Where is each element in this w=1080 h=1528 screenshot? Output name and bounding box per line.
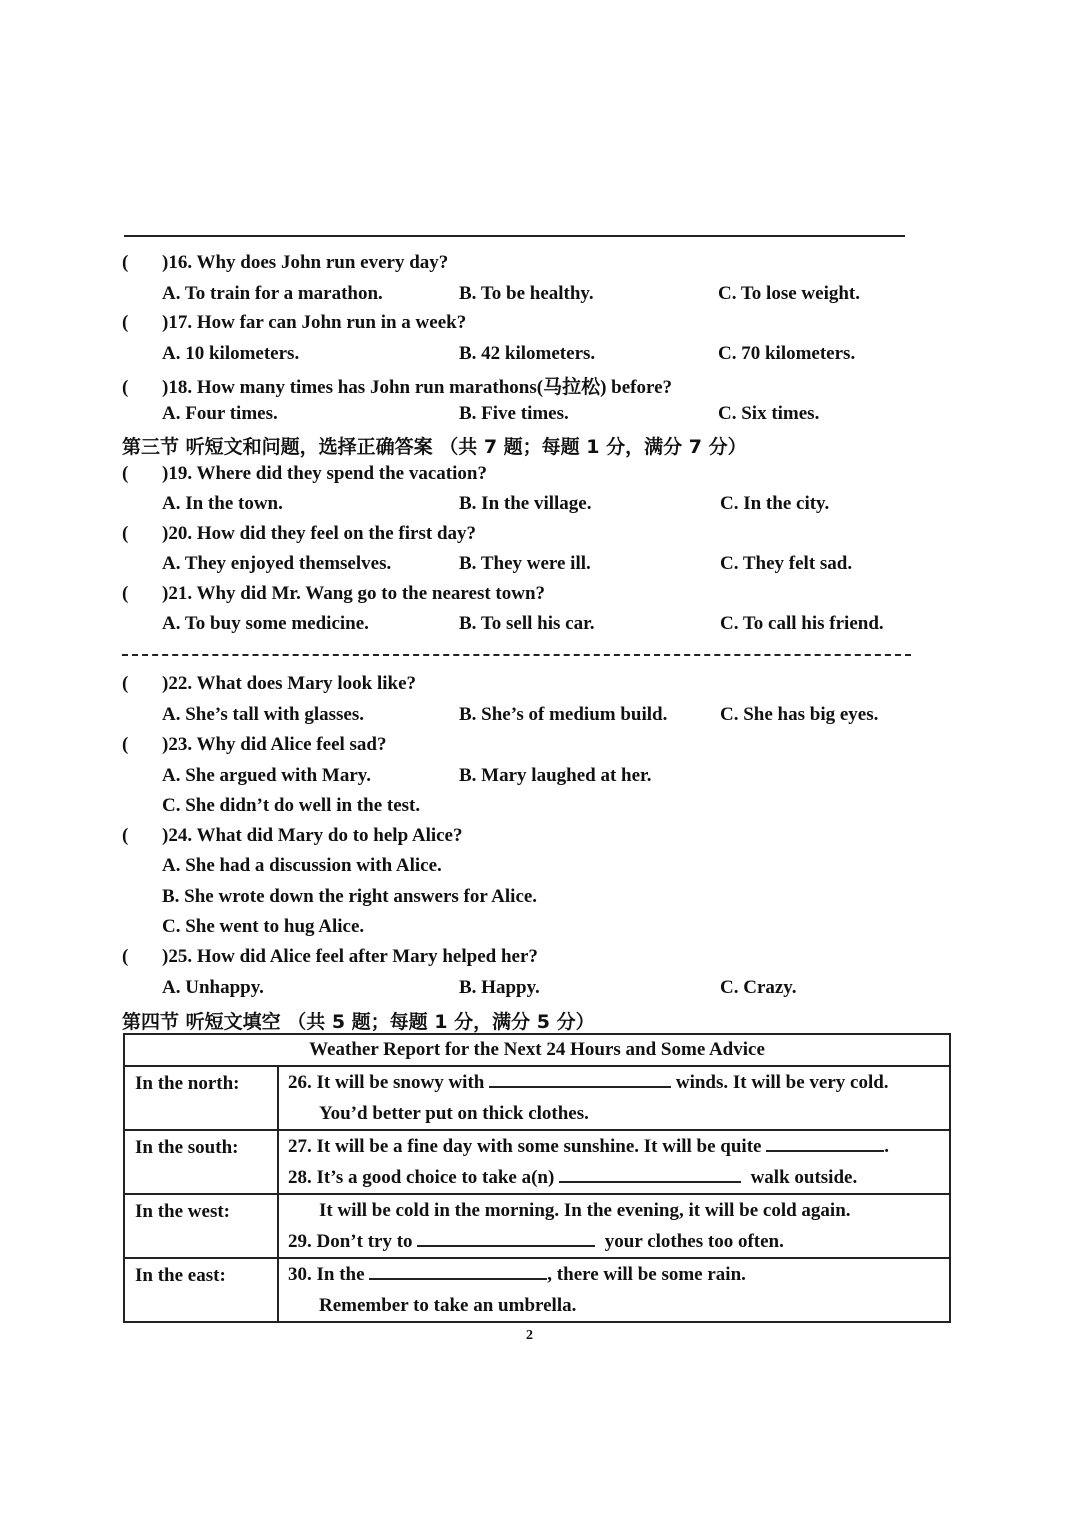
question-22: ( )22. What does Mary look like?	[122, 673, 417, 694]
table-row	[124, 1066, 950, 1130]
table-row	[124, 1194, 950, 1258]
question-stem: )24. What did Mary do to help Alice?	[162, 825, 463, 846]
question-16: ( )16. Why does John run every day?	[122, 252, 449, 273]
page-number: 2	[526, 1328, 533, 1343]
option-c: C. To call his friend.	[720, 613, 884, 634]
question-24: ( )24. What did Mary do to help Alice?	[122, 825, 463, 846]
question-21: ( )21. Why did Mr. Wang go to the nearest town?	[122, 583, 546, 604]
option-a: A. She argued with Mary.	[162, 765, 371, 786]
answer-blank-30[interactable]	[369, 1260, 547, 1280]
answer-blank-26[interactable]	[489, 1068, 671, 1088]
question-stem: )19. Where did they spend the vacation?	[162, 463, 487, 484]
question-stem: )21. Why did Mr. Wang go to the nearest town?	[162, 583, 546, 604]
option-b: B. She wrote down the right answers for Alice.	[162, 886, 538, 907]
question-stem: )23. Why did Alice feel sad?	[162, 734, 387, 755]
table-row	[124, 1130, 950, 1194]
option-c: C. She went to hug Alice.	[162, 916, 365, 937]
advice-cell: 30. In the , there will be some rain. Remember to take an umbrella.	[278, 1258, 950, 1322]
question-19: ( )19. Where did they spend the vacation?	[122, 463, 487, 484]
section-3-heading: 第三节 听短文和问题，选择正确答案 （共 7 题；每题 1 分，满分 7 分）	[122, 436, 747, 458]
option-a: A. She’s tall with glasses.	[162, 704, 364, 725]
option-c: C. They felt sad.	[720, 553, 853, 574]
question-stem: )17. How far can John run in a week?	[162, 312, 467, 333]
answer-blank-28[interactable]	[559, 1163, 741, 1183]
top-rule	[124, 235, 905, 237]
region-west: In the west:	[124, 1194, 278, 1258]
table-row	[124, 1258, 950, 1322]
option-a: A. They enjoyed themselves.	[162, 553, 392, 574]
region-south: In the south:	[124, 1130, 278, 1194]
option-b: B. Five times.	[459, 403, 569, 424]
dashed-divider	[122, 654, 911, 656]
question-18: ( )18. How many times has John run marathons(马拉松) before?	[122, 377, 673, 398]
question-stem: )16. Why does John run every day?	[162, 252, 449, 273]
option-b: B. In the village.	[459, 493, 592, 514]
option-c: C. Six times.	[718, 403, 820, 424]
section-4-heading: 第四节 听短文填空 （共 5 题；每题 1 分，满分 5 分）	[122, 1011, 595, 1033]
weather-report-table	[123, 1033, 951, 1323]
advice-cell: It will be cold in the morning. In the evening, it will be cold again. 29. Don’t try to your clothes too often.	[278, 1194, 950, 1258]
option-c: C. 70 kilometers.	[718, 343, 856, 364]
option-c: C. To lose weight.	[718, 283, 860, 304]
option-a: A. To buy some medicine.	[162, 613, 369, 634]
table-title: Weather Report for the Next 24 Hours and Some Advice	[124, 1034, 950, 1066]
option-a: A. Unhappy.	[162, 977, 264, 998]
option-a: A. To train for a marathon.	[162, 283, 383, 304]
option-b: B. They were ill.	[459, 553, 591, 574]
region-north: In the north:	[124, 1066, 278, 1130]
option-b: B. Happy.	[459, 977, 540, 998]
option-b: B. She’s of medium build.	[459, 704, 668, 725]
option-c: C. She didn’t do well in the test.	[162, 795, 421, 816]
question-23: ( )23. Why did Alice feel sad?	[122, 734, 387, 755]
option-c: C. In the city.	[720, 493, 830, 514]
question-25: ( )25. How did Alice feel after Mary helped her?	[122, 946, 538, 967]
option-b: B. To sell his car.	[459, 613, 595, 634]
table-header-row	[124, 1034, 950, 1066]
option-b: B. 42 kilometers.	[459, 343, 596, 364]
advice-cell: 27. It will be a fine day with some sunshine. It will be quite . 28. It’s a good choice to take a(n) walk outside.	[278, 1130, 950, 1194]
option-c: C. She has big eyes.	[720, 704, 879, 725]
advice-cell: 26. It will be snowy with winds. It will be very cold. You’d better put on thick clothes.	[278, 1066, 950, 1130]
question-stem: )22. What does Mary look like?	[162, 673, 417, 694]
option-a: A. She had a discussion with Alice.	[162, 855, 442, 876]
option-b: B. Mary laughed at her.	[459, 765, 652, 786]
question-17: ( )17. How far can John run in a week?	[122, 312, 467, 333]
region-east: In the east:	[124, 1258, 278, 1322]
question-20: ( )20. How did they feel on the first day?	[122, 523, 477, 544]
answer-blank-29[interactable]	[417, 1227, 595, 1247]
option-a: A. Four times.	[162, 403, 278, 424]
option-c: C. Crazy.	[720, 977, 797, 998]
answer-blank-27[interactable]	[766, 1132, 884, 1152]
question-stem: )25. How did Alice feel after Mary helped her?	[162, 946, 538, 967]
option-a: A. In the town.	[162, 493, 283, 514]
question-stem: )18. How many times has John run marathons(马拉松) before?	[162, 377, 673, 398]
option-a: A. 10 kilometers.	[162, 343, 300, 364]
question-stem: )20. How did they feel on the first day?	[162, 523, 477, 544]
option-b: B. To be healthy.	[459, 283, 594, 304]
